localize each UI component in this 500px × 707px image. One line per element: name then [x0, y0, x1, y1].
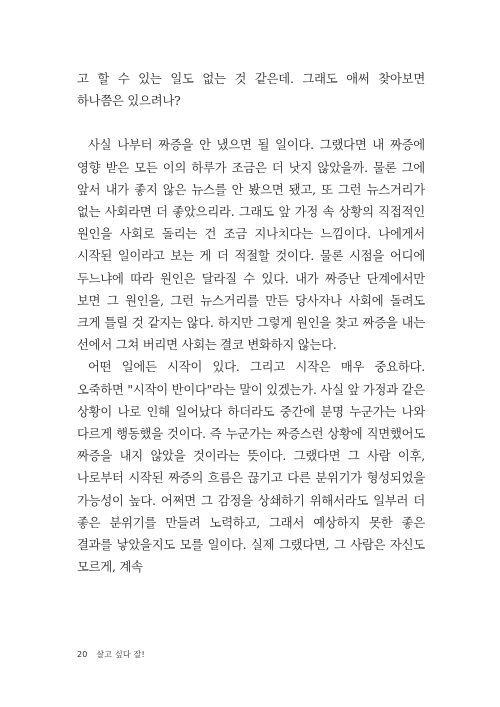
- paragraph: 어떤 일에든 시작이 있다. 그리고 시작은 매우 중요하다. 오죽하면 "시작이 반이다"라는 말이 있겠는가. 사실 앞 가정과 같은 상황이 나로 인해 일어났다 하더라도 중간에 분명 누군가는 나와 다르게 행동했을 것이다. 즉 누군가는 짜증스런 상황에 직면했어도 짜증을 내지 않았을 것이라는 뜻이다. 그랬다면 그 사람 이후, 나로부터 시작된 짜증의 흐름은 끊기고 다른 분위기가 형성되었을 가능성이 높다. 어쩌면 그 감정을 상쇄하기 위해서라도 일부러 더 좋은 분위기를 만들려 노력하고, 그래서 예상하지 못한 좋은 결과를 낳았을지도 모를 일이다. 실제 그랬다면, 그 사람은 자신도 모르게, 계속: [77, 360, 425, 575]
- page-number: 20: [77, 650, 88, 659]
- page-footer: [77, 649, 145, 660]
- running-title: 살고 싶다 잘!: [96, 650, 145, 659]
- paragraph-continuation: 고 할 수 있는 일도 없는 것 같은데. 그래도 애써 찾아보면 하나쯤은 있으려나?: [77, 72, 425, 109]
- paragraph-gap: [77, 112, 425, 134]
- body-text: [77, 68, 425, 578]
- paragraph: 사실 나부터 짜증을 안 냈으면 될 일이다. 그랬다면 내 짜증에 영향 받은 모든 이의 하루가 조금은 더 낫지 않았을까. 물론 그에 앞서 내가 좋지 않은 뉴스를 안 봤으면 됐고, 또 그런 뉴스거리가 없는 사회라면 더 좋았으리라. 그래도 앞 가정 속 상황의 직접적인 원인을 사회로 돌리는 건 조금 지나치다는 느낌이다. 나에게서 시작된 일이라고 보는 게 더 적절할 것이다. 물론 시점을 어디에 두느냐에 따라 원인은 달라질 수 있다. 내가 짜증난 단계에서만 보면 그 원인을, 그런 뉴스거리를 만든 당사자나 사회에 돌려도 크게 틀릴 것 같지는 않다. 하지만 그렇게 원인을 찾고 짜증을 내는 선에서 그쳐 버리면 사회는 결코 변화하지 않는다.: [77, 138, 425, 353]
